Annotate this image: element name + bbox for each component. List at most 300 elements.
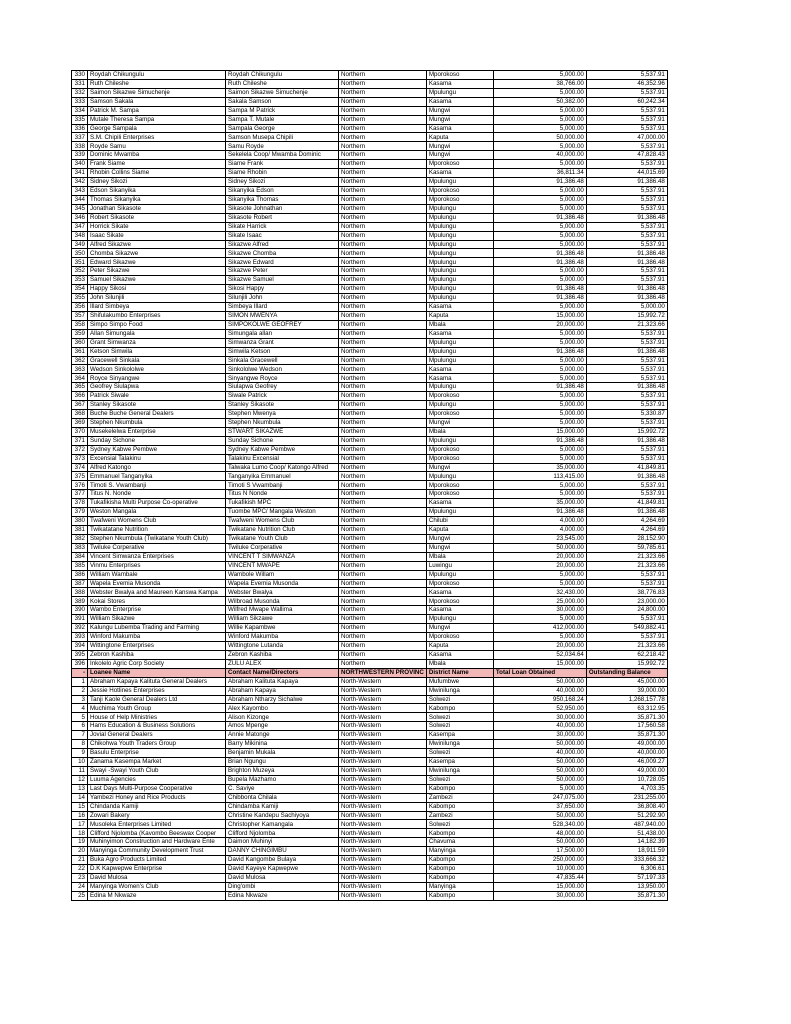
cell-row-number: 388 (72, 588, 88, 597)
table-row (72, 329, 668, 338)
cell-district: Mporokoso (426, 481, 493, 490)
cell-district: Mbala (426, 552, 493, 561)
cell-outstanding-balance: 4,264.69 (586, 526, 667, 535)
cell-outstanding-balance: 21,323.66 (586, 552, 667, 561)
table-row (72, 686, 668, 695)
cell-contact-name: Wambole Willam (226, 570, 339, 579)
cell-row-number: 17 (72, 820, 88, 829)
cell-loanee-name: Excensial Talakinu (88, 454, 226, 463)
cell-row-number: 381 (72, 526, 88, 535)
cell-outstanding-balance: 49,000.00 (586, 766, 667, 775)
cell-contact-name: Ruth Chileshe (226, 79, 339, 88)
table-row (72, 704, 668, 713)
cell-province: Northern (339, 79, 427, 88)
cell-total-loan: 5,000.00 (493, 195, 586, 204)
cell-province: Northern (339, 624, 427, 633)
cell-province: Northern (339, 642, 427, 651)
table-row (72, 463, 668, 472)
cell-loanee-name: Muhinyimon Construction and Hardware Ente (88, 838, 226, 847)
cell-contact-name: Amos Mpenge (226, 722, 339, 731)
cell-row-number: 371 (72, 436, 88, 445)
cell-province: Northern (339, 383, 427, 392)
cell-contact-name: Sikazwe Alfred (226, 240, 339, 249)
cell-loanee-name: Chindanda Kamiji (88, 802, 226, 811)
table-row (72, 561, 668, 570)
cell-contact-name: Benjamin Mukala (226, 749, 339, 758)
cell-outstanding-balance: 5,537.91 (586, 374, 667, 383)
cell-loanee-name: Wapela Evemia Musonda (88, 579, 226, 588)
cell-outstanding-balance: 91,386.48 (586, 347, 667, 356)
cell-row-number: 24 (72, 882, 88, 891)
cell-contact-name: Brian Ngungu (226, 757, 339, 766)
cell-province: Northern (339, 490, 427, 499)
cell-loanee-name: Royce Sinyangwe (88, 374, 226, 383)
cell-outstanding-balance: 17,560.58 (586, 722, 667, 731)
cell-contact-name: Christine Kandepu Sachiyoya (226, 811, 339, 820)
cell-district: Solwezi (426, 722, 493, 731)
cell-contact-name: Annie Matonge (226, 731, 339, 740)
cell-outstanding-balance: 36,808.40 (586, 802, 667, 811)
cell-loanee-name: Dominic Mwamba (88, 151, 226, 160)
table-row (72, 365, 668, 374)
cell-province: North-Western (339, 722, 427, 731)
cell-outstanding-balance: 6,306.61 (586, 865, 667, 874)
cell-contact-name: David Kangombe Bulaya (226, 856, 339, 865)
cell-total-loan: 528,340.00 (493, 820, 586, 829)
cell-contact-name: Sekelela Coop/ Mwamba Dominic (226, 151, 339, 160)
cell-row-number: 348 (72, 231, 88, 240)
table-row (72, 856, 668, 865)
cell-district: Mporokoso (426, 195, 493, 204)
cell-loanee-name: Alfred Sikazwe (88, 240, 226, 249)
cell-contact-name: Sikazwe Samuel (226, 276, 339, 285)
table-row (72, 552, 668, 561)
cell-district: Kasama (426, 329, 493, 338)
cell-province: Northern (339, 392, 427, 401)
cell-province: Northern (339, 427, 427, 436)
cell-contact-name: Sinyangwe Royce (226, 374, 339, 383)
cell-province: Northern (339, 186, 427, 195)
cell-contact-name: Siame Frank (226, 160, 339, 169)
cell-outstanding-balance: 5,537.91 (586, 71, 667, 80)
cell-contact-name: Sikazwe Peter (226, 267, 339, 276)
cell-row-number: 23 (72, 873, 88, 882)
cell-total-loan: 247,075.00 (493, 793, 586, 802)
cell-province: North-Western (339, 749, 427, 758)
cell-loanee-name: William Sikazwe (88, 615, 226, 624)
cell-row-number: 355 (72, 294, 88, 303)
cell-total-loan: 52,034.64 (493, 650, 586, 659)
cell-total-loan: 20,000.00 (493, 552, 586, 561)
cell-province: Northern (339, 71, 427, 80)
cell-loanee-name: Edward Sikazwe (88, 258, 226, 267)
cell-loanee-name: Sydney Kabwe Pembwe (88, 445, 226, 454)
cell-contact-name: Sikate Isaac (226, 231, 339, 240)
cell-row-number: 339 (72, 151, 88, 160)
cell-contact-name: Sakala Samson (226, 97, 339, 106)
cell-province: North-Western (339, 856, 427, 865)
cell-total-loan: 5,000.00 (493, 633, 586, 642)
cell-row-number: 13 (72, 784, 88, 793)
cell-outstanding-balance: 41,849.81 (586, 499, 667, 508)
cell-row-number: 380 (72, 517, 88, 526)
cell-province: Northern (339, 320, 427, 329)
cell-row-number: 375 (72, 472, 88, 481)
table-row (72, 695, 668, 704)
cell-contact-name: Chibbonta Chilala (226, 793, 339, 802)
cell-contact-name: Ding'ombi (226, 882, 339, 891)
cell-row-number: 360 (72, 338, 88, 347)
cell-contact-name: VINCENT T SIMWANZA (226, 552, 339, 561)
cell-district: Kasama (426, 374, 493, 383)
table-row (72, 106, 668, 115)
cell-outstanding-balance: 5,537.91 (586, 401, 667, 410)
cell-total-loan: 35,000.00 (493, 499, 586, 508)
cell-contact-name: Saimon Sikazwe Simuchenje (226, 88, 339, 97)
cell-total-loan: 5,000.00 (493, 124, 586, 133)
cell-total-loan: 48,000.00 (493, 829, 586, 838)
cell-contact-name: Edina Nkwaze (226, 891, 339, 900)
cell-district: Mporokoso (426, 186, 493, 195)
cell-total-loan: 5,000.00 (493, 276, 586, 285)
cell-total-loan: 5,000.00 (493, 88, 586, 97)
cell-province: Northern (339, 213, 427, 222)
cell-province: Northern (339, 294, 427, 303)
cell-outstanding-balance: 91,386.48 (586, 436, 667, 445)
cell-outstanding-balance: 39,000.00 (586, 686, 667, 695)
cell-row-number: 334 (72, 106, 88, 115)
cell-row-number: 353 (72, 276, 88, 285)
cell-outstanding-balance: 15,992.72 (586, 427, 667, 436)
cell-outstanding-balance: 47,828.43 (586, 151, 667, 160)
table-row (72, 285, 668, 294)
cell-row-number: 394 (72, 642, 88, 651)
cell-contact-name: Siulapwa Geofrey (226, 383, 339, 392)
cell-row-number: 352 (72, 267, 88, 276)
cell-total-loan: 23,545.00 (493, 534, 586, 543)
cell-loanee-name: Sunday Sichone (88, 436, 226, 445)
table-row (72, 873, 668, 882)
cell-row-number: 395 (72, 650, 88, 659)
cell-loanee-name: Tanji Kaole General Dealers Ltd (88, 695, 226, 704)
cell-district: Mungwi (426, 115, 493, 124)
table-row (72, 231, 668, 240)
cell-contact-name: Sampa T. Mutale (226, 115, 339, 124)
cell-loanee-name: Patrick M. Sampa (88, 106, 226, 115)
cell-loanee-name: Wambo Enterprise (88, 606, 226, 615)
cell-outstanding-balance: 5,537.91 (586, 276, 667, 285)
table-row (72, 802, 668, 811)
cell-outstanding-balance: 57,197.33 (586, 873, 667, 882)
table-row (72, 490, 668, 499)
cell-row-number: 16 (72, 811, 88, 820)
cell-district: Mpulungu (426, 570, 493, 579)
cell-outstanding-balance: 5,537.91 (586, 454, 667, 463)
cell-row-number: 331 (72, 79, 88, 88)
cell-row-number: 333 (72, 97, 88, 106)
cell-loanee-name: House of Help Ministries (88, 713, 226, 722)
cell-outstanding-balance: 5,537.91 (586, 231, 667, 240)
cell-district: Kasama (426, 499, 493, 508)
cell-loanee-name: Luuma Agencies (88, 775, 226, 784)
header-row (72, 668, 668, 677)
loan-table-body (72, 71, 668, 901)
cell-total-loan: 5,000.00 (493, 142, 586, 151)
cell-total-loan: 40,000.00 (493, 686, 586, 695)
cell-contact-name: Sunday Sichone (226, 436, 339, 445)
cell-loanee-name: Frank Siame (88, 160, 226, 169)
cell-loanee-name: Simpo Simpo Food (88, 320, 226, 329)
cell-district: Mpulungu (426, 178, 493, 187)
cell-outstanding-balance: 62,218.42 (586, 650, 667, 659)
table-row (72, 570, 668, 579)
cell-total-loan: 5,000.00 (493, 445, 586, 454)
cell-contact-name: STWART SIKAZWE (226, 427, 339, 436)
table-row (72, 633, 668, 642)
cell-province: Northern (339, 374, 427, 383)
table-row (72, 481, 668, 490)
cell-total-loan: 10,000.00 (493, 865, 586, 874)
cell-loanee-name: Musekelelwa Enterprise (88, 427, 226, 436)
cell-district: Kabompo (426, 865, 493, 874)
cell-row-number: 19 (72, 838, 88, 847)
table-row (72, 418, 668, 427)
cell-row-number: 391 (72, 615, 88, 624)
cell-loanee-name: Ketson Simwila (88, 347, 226, 356)
cell-district: Mpulungu (426, 213, 493, 222)
cell-province: Northern (339, 499, 427, 508)
cell-total-loan: 37,650.00 (493, 802, 586, 811)
cell-total-loan: 5,000.00 (493, 454, 586, 463)
cell-district: Mpulungu (426, 615, 493, 624)
table-row (72, 588, 668, 597)
table-row (72, 213, 668, 222)
cell-district: Mporokoso (426, 597, 493, 606)
cell-outstanding-balance: 1,268,157.78 (586, 695, 667, 704)
cell-province: North-Western (339, 891, 427, 900)
cell-district: Kasama (426, 124, 493, 133)
cell-total-loan: 5,000.00 (493, 784, 586, 793)
cell-district: Mporokoso (426, 454, 493, 463)
cell-loanee-name: Thomas Sikanyika (88, 195, 226, 204)
table-row (72, 517, 668, 526)
cell-row-number: 351 (72, 258, 88, 267)
cell-total-loan: 25,000.00 (493, 597, 586, 606)
cell-contact-name: Sinkala Gracewell (226, 356, 339, 365)
cell-province: Northern (339, 195, 427, 204)
cell-loanee-name: Jovial General Dealers (88, 731, 226, 740)
cell-loanee-name: Jonathan Sikasote (88, 204, 226, 213)
cell-outstanding-balance: 5,537.91 (586, 160, 667, 169)
cell-outstanding-balance: 5,537.91 (586, 204, 667, 213)
cell-total-loan: 5,000.00 (493, 240, 586, 249)
cell-province: Northern (339, 410, 427, 419)
cell-row-number: 387 (72, 579, 88, 588)
table-row (72, 722, 668, 731)
cell-contact-name: Simungala allan (226, 329, 339, 338)
table-row (72, 204, 668, 213)
header-outstanding-balance: Outstanding Balance (586, 668, 667, 677)
table-row (72, 891, 668, 900)
cell-district: Solwezi (426, 695, 493, 704)
cell-province: Northern (339, 222, 427, 231)
cell-province: Northern (339, 106, 427, 115)
cell-province: North-Western (339, 695, 427, 704)
cell-outstanding-balance: 4,703.35 (586, 784, 667, 793)
cell-row-number: 370 (72, 427, 88, 436)
cell-loanee-name: Twiluke Corperative (88, 543, 226, 552)
cell-total-loan: 50,000.00 (493, 757, 586, 766)
cell-row-number: 382 (72, 534, 88, 543)
table-row (72, 615, 668, 624)
cell-contact-name: David Kayeye Kapwepwe (226, 865, 339, 874)
cell-loanee-name: Illard Simbeya (88, 302, 226, 311)
cell-contact-name: Sinkololwe Wedson (226, 365, 339, 374)
cell-outstanding-balance: 487,940.00 (586, 820, 667, 829)
table-row (72, 249, 668, 258)
cell-outstanding-balance: 10,728.05 (586, 775, 667, 784)
table-row (72, 374, 668, 383)
cell-province: Northern (339, 338, 427, 347)
cell-province: Northern (339, 302, 427, 311)
cell-loanee-name: Tukafikisha Multi Purpose Co-operative (88, 499, 226, 508)
table-row (72, 784, 668, 793)
cell-outstanding-balance: 91,386.48 (586, 294, 667, 303)
cell-loanee-name: Wittingtone Enterprises (88, 642, 226, 651)
cell-district: Mporokoso (426, 160, 493, 169)
cell-province: North-Western (339, 838, 427, 847)
table-row (72, 847, 668, 856)
cell-district: Mpulungu (426, 204, 493, 213)
cell-loanee-name: David Mulosa (88, 873, 226, 882)
cell-row-number: 392 (72, 624, 88, 633)
cell-loanee-name: Weston Mangala (88, 508, 226, 517)
cell-contact-name: Samu Royde (226, 142, 339, 151)
cell-contact-name: Samson Musepa Chipili (226, 133, 339, 142)
cell-contact-name: Simwanza Grant (226, 338, 339, 347)
cell-district: Zambezi (426, 793, 493, 802)
cell-loanee-name: Buka Agro Products Limited (88, 856, 226, 865)
cell-district: Mpulungu (426, 249, 493, 258)
cell-loanee-name: Clifford Njolomba (Kavombo Beeswax Cooper (88, 829, 226, 838)
cell-total-loan: 412,000.00 (493, 624, 586, 633)
cell-contact-name: Barry Mikinina (226, 740, 339, 749)
cell-district: Manyinga (426, 847, 493, 856)
table-row (72, 401, 668, 410)
cell-province: Northern (339, 481, 427, 490)
cell-loanee-name: Zanama Kasempa Market (88, 757, 226, 766)
cell-outstanding-balance: 5,537.91 (586, 570, 667, 579)
cell-contact-name: Sikate Harrick (226, 222, 339, 231)
table-row (72, 499, 668, 508)
cell-contact-name: Webster Bwalya (226, 588, 339, 597)
cell-outstanding-balance: 45,000.00 (586, 677, 667, 686)
cell-row-number: 7 (72, 731, 88, 740)
cell-province: Northern (339, 124, 427, 133)
cell-province: Northern (339, 365, 427, 374)
cell-contact-name: Twafweni Womens Club (226, 517, 339, 526)
cell-loanee-name: Chikohwa Youth Traders Group (88, 740, 226, 749)
cell-row-number: 367 (72, 401, 88, 410)
cell-row-number: 356 (72, 302, 88, 311)
cell-district: Solwezi (426, 775, 493, 784)
cell-row-number: 4 (72, 704, 88, 713)
cell-district: Mpulungu (426, 240, 493, 249)
cell-total-loan: 5,000.00 (493, 356, 586, 365)
cell-row-number: 385 (72, 561, 88, 570)
cell-loanee-name: Jessie Hotlines Enterprises (88, 686, 226, 695)
cell-total-loan: 15,000.00 (493, 311, 586, 320)
cell-outstanding-balance: 35,871.30 (586, 713, 667, 722)
table-row (72, 276, 668, 285)
cell-province: North-Western (339, 766, 427, 775)
cell-contact-name: Willie Kapambwe (226, 624, 339, 633)
cell-total-loan: 50,382.00 (493, 97, 586, 106)
table-row (72, 79, 668, 88)
table-row (72, 820, 668, 829)
cell-row-number: 354 (72, 285, 88, 294)
cell-province: Northern (339, 508, 427, 517)
cell-province: Northern (339, 615, 427, 624)
cell-district: Mpulungu (426, 383, 493, 392)
cell-outstanding-balance: 60,242.34 (586, 97, 667, 106)
cell-district: Mpulungu (426, 231, 493, 240)
cell-row-number: 359 (72, 329, 88, 338)
cell-row-number: 340 (72, 160, 88, 169)
table-row (72, 186, 668, 195)
cell-contact-name: Simbeya Illard (226, 302, 339, 311)
table-row (72, 472, 668, 481)
cell-total-loan: 91,386.48 (493, 213, 586, 222)
cell-total-loan: 5,000.00 (493, 71, 586, 80)
cell-contact-name: Twikatane Youth Club (226, 534, 339, 543)
cell-contact-name: Tuombe MPC/ Mangala Weston (226, 508, 339, 517)
cell-total-loan: 950,168.24 (493, 695, 586, 704)
cell-total-loan: 5,000.00 (493, 410, 586, 419)
cell-total-loan: 32,430.00 (493, 588, 586, 597)
cell-outstanding-balance: 51,292.90 (586, 811, 667, 820)
cell-province: Northern (339, 311, 427, 320)
cell-row-number: 3 (72, 695, 88, 704)
cell-district: Chavuma (426, 838, 493, 847)
cell-row-number: 396 (72, 659, 88, 668)
cell-district: Mporokoso (426, 410, 493, 419)
cell-outstanding-balance: 231,255.00 (586, 793, 667, 802)
cell-district: Kasama (426, 97, 493, 106)
cell-district: Kaputa (426, 642, 493, 651)
cell-loanee-name: Edina M Nkwaze (88, 891, 226, 900)
cell-row-number: 332 (72, 88, 88, 97)
cell-outstanding-balance: 4,264.69 (586, 517, 667, 526)
cell-outstanding-balance: 35,871.30 (586, 891, 667, 900)
cell-loanee-name: Wedson Sinkololwe (88, 365, 226, 374)
cell-row-number: 384 (72, 552, 88, 561)
cell-row-number: 342 (72, 178, 88, 187)
table-row (72, 597, 668, 606)
cell-row-number: 8 (72, 740, 88, 749)
table-row (72, 829, 668, 838)
cell-district: Mbala (426, 320, 493, 329)
table-row (72, 740, 668, 749)
cell-outstanding-balance: 549,882.41 (586, 624, 667, 633)
table-row (72, 775, 668, 784)
cell-contact-name: Alison Kizonge (226, 713, 339, 722)
cell-total-loan: 91,386.48 (493, 258, 586, 267)
cell-district: Mporokoso (426, 392, 493, 401)
table-row (72, 811, 668, 820)
cell-row-number: 372 (72, 445, 88, 454)
table-row (72, 320, 668, 329)
